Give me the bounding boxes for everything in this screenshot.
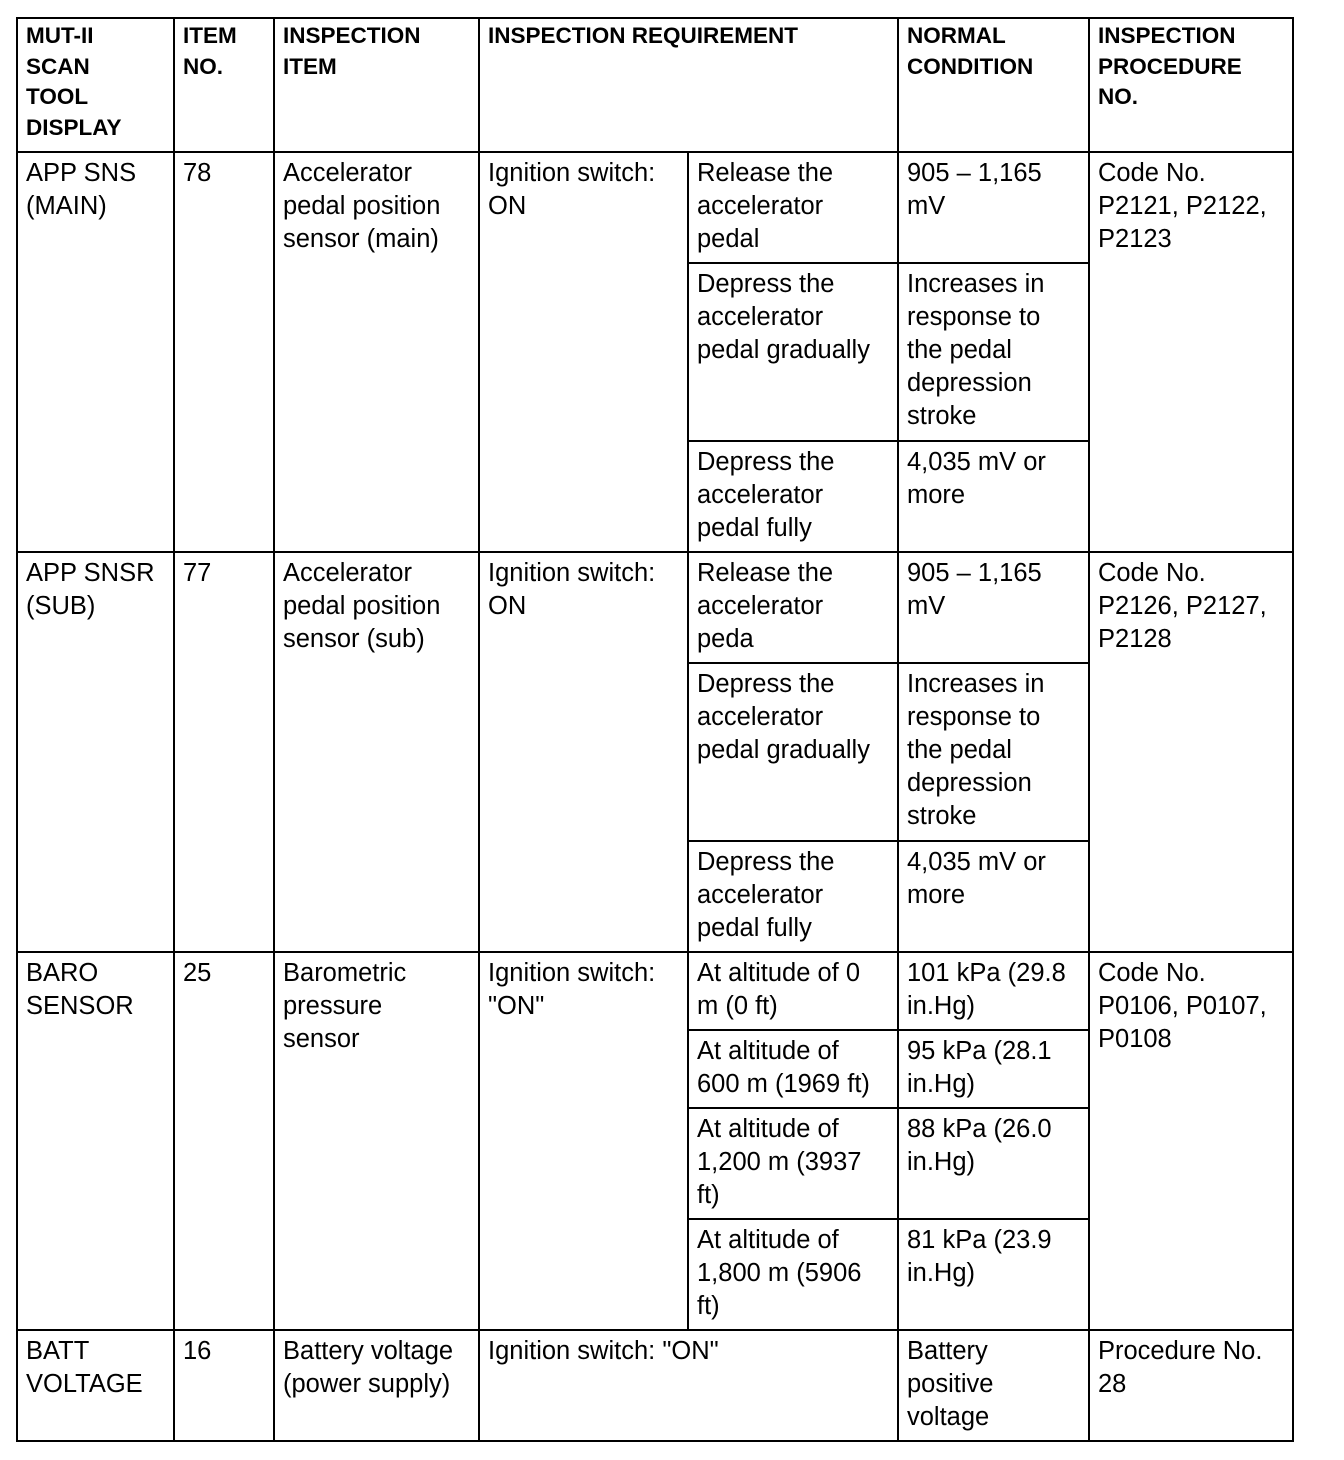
inspection-item-cell: Accelerator pedal position sensor (main) [274, 152, 479, 552]
normal-condition-cell: Increases in response to the pedal depression stroke [898, 663, 1089, 841]
normal-condition-cell: 4,035 mV or more [898, 841, 1089, 952]
item-no-cell: 25 [174, 952, 274, 1330]
condition-action-cell: Depress the accelerator pedal fully [688, 441, 898, 552]
condition-action-cell: At altitude of 1,200 m (3937 ft) [688, 1108, 898, 1219]
table-row [17, 552, 1293, 663]
inspection-item-cell: Barometric pressure sensor [274, 952, 479, 1330]
normal-condition-cell: Increases in response to the pedal depression stroke [898, 263, 1089, 441]
table-row [17, 1330, 1293, 1441]
normal-condition-cell: 4,035 mV or more [898, 441, 1089, 552]
normal-condition-cell: 905 – 1,165 mV [898, 152, 1089, 263]
header-normal-condition: NORMAL CONDITION [898, 18, 1089, 152]
requirement-cell: Ignition switch: ON [479, 552, 688, 952]
inspection-table [16, 17, 1294, 1442]
condition-action-cell: At altitude of 0 m (0 ft) [688, 952, 898, 1030]
procedure-cell: Code No. P0106, P0107, P0108 [1089, 952, 1293, 1330]
header-row [17, 18, 1293, 152]
condition-action-cell: Release the accelerator pedal [688, 152, 898, 263]
header-item-no: ITEM NO. [174, 18, 274, 152]
normal-condition-cell: Battery positive voltage [898, 1330, 1089, 1441]
requirement-cell: Ignition switch: "ON" [479, 1330, 898, 1441]
requirement-cell: Ignition switch: "ON" [479, 952, 688, 1330]
table-row [17, 952, 1293, 1030]
requirement-cell: Ignition switch: ON [479, 152, 688, 552]
display-cell: BATT VOLTAGE [17, 1330, 174, 1441]
table-header [17, 18, 1293, 152]
display-cell: APP SNS (MAIN) [17, 152, 174, 552]
header-inspection-requirement: INSPECTION REQUIREMENT [479, 18, 898, 152]
inspection-item-cell: Accelerator pedal position sensor (sub) [274, 552, 479, 952]
normal-condition-cell: 88 kPa (26.0 in.Hg) [898, 1108, 1089, 1219]
item-no-cell: 78 [174, 152, 274, 552]
normal-condition-cell: 81 kPa (23.9 in.Hg) [898, 1219, 1089, 1330]
condition-action-cell: At altitude of 1,800 m (5906 ft) [688, 1219, 898, 1330]
header-display: MUT-II SCAN TOOL DISPLAY [17, 18, 174, 152]
normal-condition-cell: 95 kPa (28.1 in.Hg) [898, 1030, 1089, 1108]
condition-action-cell: Release the accelerator peda [688, 552, 898, 663]
display-cell: BARO SENSOR [17, 952, 174, 1330]
item-no-cell: 16 [174, 1330, 274, 1441]
table-body [17, 152, 1293, 1441]
header-inspection-item: INSPECTION ITEM [274, 18, 479, 152]
inspection-item-cell: Battery voltage (power supply) [274, 1330, 479, 1441]
display-cell: APP SNSR (SUB) [17, 552, 174, 952]
normal-condition-cell: 905 – 1,165 mV [898, 552, 1089, 663]
header-procedure-no: INSPECTION PROCEDURE NO. [1089, 18, 1293, 152]
procedure-cell: Code No. P2121, P2122, P2123 [1089, 152, 1293, 552]
item-no-cell: 77 [174, 552, 274, 952]
condition-action-cell: Depress the accelerator pedal gradually [688, 263, 898, 441]
condition-action-cell: Depress the accelerator pedal gradually [688, 663, 898, 841]
normal-condition-cell: 101 kPa (29.8 in.Hg) [898, 952, 1089, 1030]
procedure-cell: Code No. P2126, P2127, P2128 [1089, 552, 1293, 952]
table-row [17, 152, 1293, 263]
condition-action-cell: At altitude of 600 m (1969 ft) [688, 1030, 898, 1108]
condition-action-cell: Depress the accelerator pedal fully [688, 841, 898, 952]
procedure-cell: Procedure No. 28 [1089, 1330, 1293, 1441]
